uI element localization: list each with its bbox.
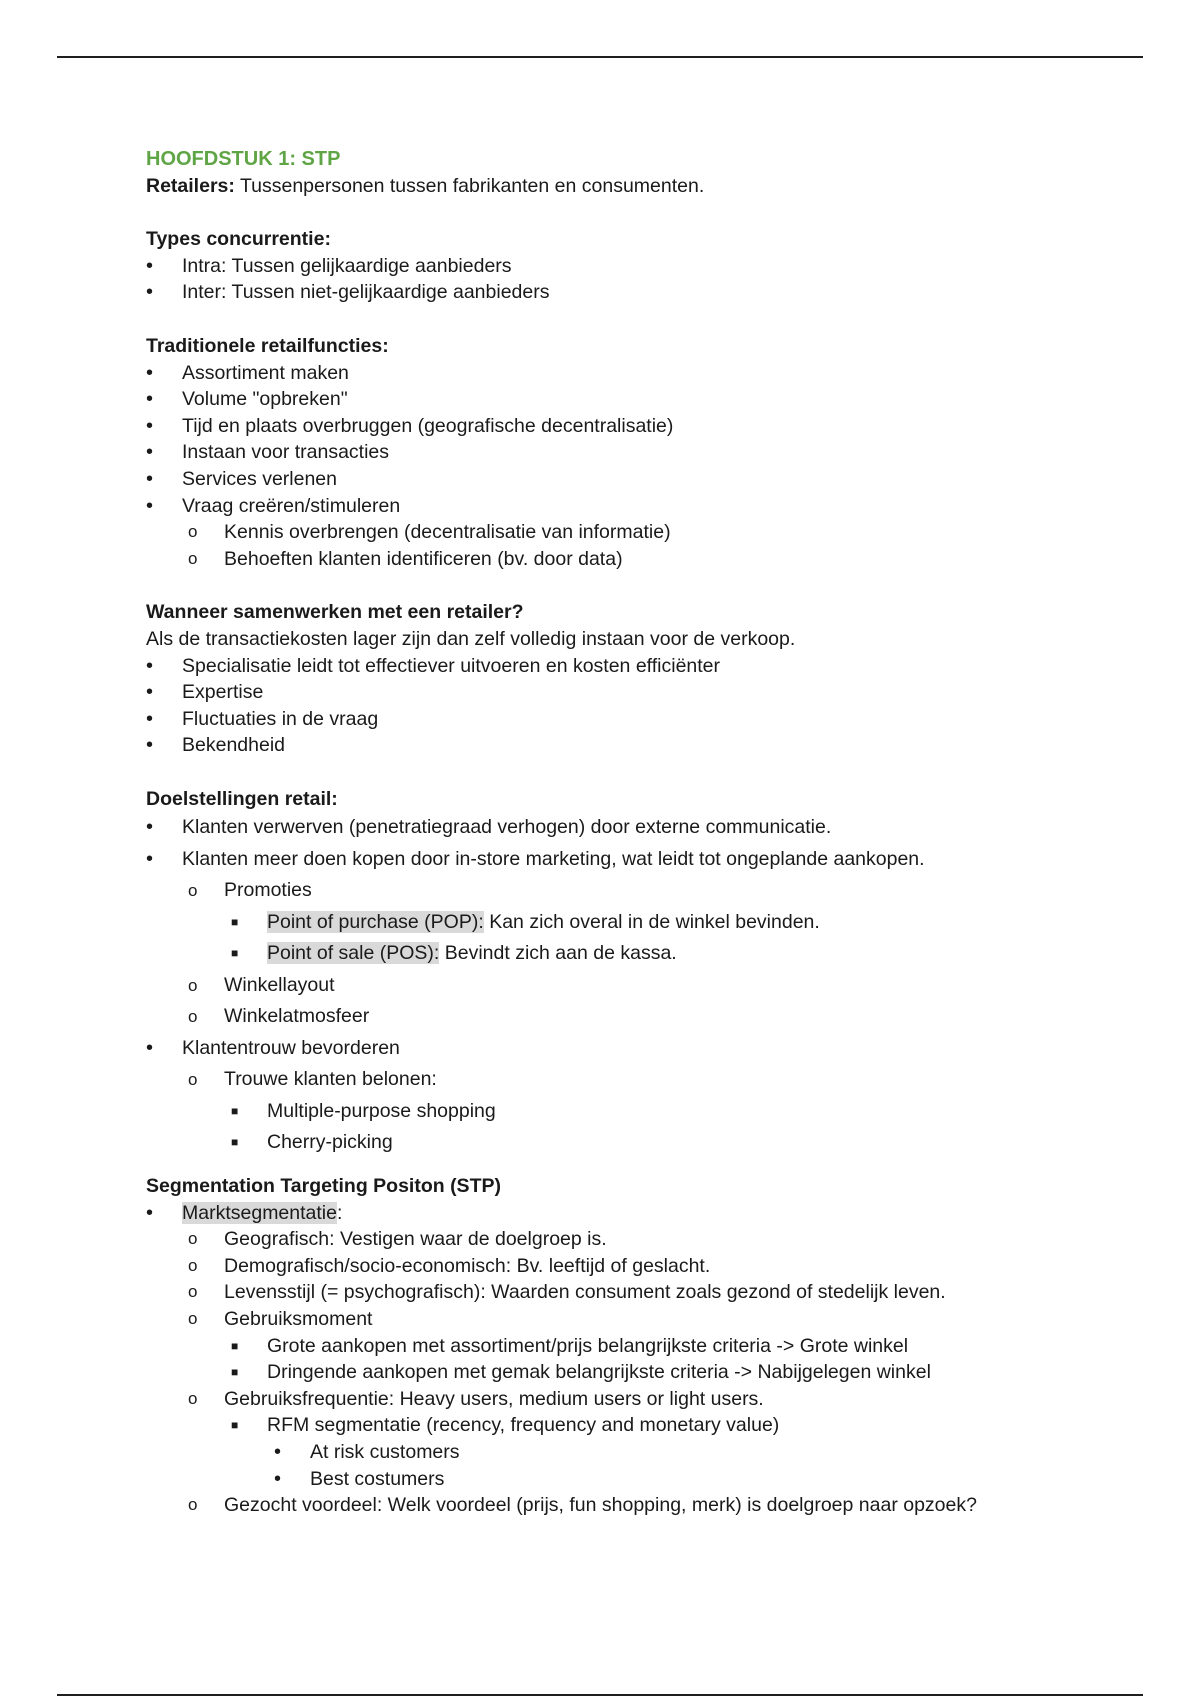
footer-rule [57, 1694, 1143, 1696]
sub-sub-list-item: ■ RFM segmentatie (recency, frequency and monetary value) [146, 1412, 1046, 1439]
sub-list-item: o Trouwe klanten belonen: [146, 1064, 1046, 1096]
list-item: • Volume "opbreken" [146, 386, 1046, 413]
level4-list-item: • Best costumers [146, 1466, 1046, 1493]
list-item: • Vraag creëren/stimuleren [146, 493, 1046, 520]
list-item: • Fluctuaties in de vraag [146, 706, 1046, 733]
bullet-icon: • [146, 816, 154, 839]
square-bullet-icon: ■ [231, 946, 239, 961]
list-item: • Services verlenen [146, 466, 1046, 493]
list-item: • Expertise [146, 679, 1046, 706]
bullet-icon: • [146, 361, 154, 384]
circle-bullet-icon: o [188, 1308, 198, 1328]
circle-bullet-icon: o [188, 1255, 198, 1275]
samenwerken-heading: Wanneer samenwerken met een retailer? [146, 601, 524, 624]
pos-highlight: Point of sale (POS): [267, 942, 440, 965]
sub-list-item: o Gezocht voordeel: Welk voordeel (prijs, fun shopping, merk) is doelgroep naar opzoek? [146, 1492, 1046, 1519]
sub-list-item: o Gebruiksmoment [146, 1306, 1046, 1333]
bullet-icon: • [146, 1201, 154, 1224]
retailers-label: Retailers: [146, 174, 235, 197]
list-item: • Klanten verwerven (penetratiegraad verhogen) door externe communicatie. [146, 812, 1046, 844]
list-item: • Inter: Tussen niet-gelijkaardige aanbieders [146, 279, 1046, 306]
bullet-icon: • [146, 654, 154, 677]
circle-bullet-icon: o [188, 1388, 198, 1408]
sub-sub-list-item: ■ Cherry-picking [146, 1127, 1046, 1159]
circle-bullet-icon: o [188, 522, 198, 542]
retailers-definition [146, 173, 1046, 200]
bullet-icon: • [146, 681, 154, 704]
sub-list-item: o Promoties [146, 875, 1046, 907]
bullet-icon: • [146, 707, 154, 730]
circle-bullet-icon: o [188, 1007, 198, 1027]
list-item: • Specialisatie leidt tot effectiever uitvoeren en kosten efficiënter [146, 653, 1046, 680]
pop-highlight: Point of purchase (POP): [267, 910, 484, 933]
sub-sub-list-item: ■ Dringende aankopen met gemak belangrijkste criteria -> Nabijgelegen winkel [146, 1359, 1046, 1386]
list-item: • Tijd en plaats overbruggen (geografische decentralisatie) [146, 413, 1046, 440]
circle-bullet-icon: o [188, 1070, 198, 1090]
list-item: • Assortiment maken [146, 360, 1046, 387]
square-bullet-icon: ■ [231, 1135, 239, 1150]
bullet-icon: • [274, 1440, 282, 1463]
sub-sub-list-item: ■ Point of sale (POS): Bevindt zich aan de kassa. [146, 938, 1046, 970]
circle-bullet-icon: o [188, 881, 198, 901]
list-item: • Bekendheid [146, 732, 1046, 759]
retailers-text: Tussenpersonen tussen fabrikanten en consumenten. [234, 174, 705, 197]
samenwerken-intro: Als de transactiekosten lager zijn dan zelf volledig instaan voor de verkoop. [146, 627, 796, 650]
circle-bullet-icon: o [188, 548, 198, 568]
marktsegmentatie-highlight: Marktsegmentatie [182, 1201, 337, 1224]
sub-list-item: o Gebruiksfrequentie: Heavy users, medium users or light users. [146, 1386, 1046, 1413]
square-bullet-icon: ■ [231, 1103, 239, 1118]
doelstellingen-heading: Doelstellingen retail: [146, 787, 338, 810]
sub-list-item: o Behoeften klanten identificeren (bv. door data) [146, 546, 1046, 573]
bullet-icon: • [146, 467, 154, 490]
bullet-icon: • [274, 1467, 282, 1490]
header-rule [57, 56, 1143, 58]
bullet-icon: • [146, 734, 154, 757]
sub-list-item: o Kennis overbrengen (decentralisatie van informatie) [146, 519, 1046, 546]
square-bullet-icon: ■ [231, 1338, 239, 1353]
list-item: • Klantentrouw bevorderen [146, 1033, 1046, 1065]
square-bullet-icon: ■ [231, 1418, 239, 1433]
sub-sub-list-item: ■ Multiple-purpose shopping [146, 1096, 1046, 1128]
sub-sub-list-item: ■ Point of purchase (POP): Kan zich overal in de winkel bevinden. [146, 907, 1046, 939]
circle-bullet-icon: o [188, 975, 198, 995]
sub-list-item: o Demografisch/socio-economisch: Bv. leeftijd of geslacht. [146, 1253, 1046, 1280]
sub-list-item: o Winkellayout [146, 970, 1046, 1002]
bullet-icon: • [146, 847, 154, 870]
bullet-icon: • [146, 441, 154, 464]
square-bullet-icon: ■ [231, 914, 239, 929]
circle-bullet-icon: o [188, 1229, 198, 1249]
circle-bullet-icon: o [188, 1282, 198, 1302]
list-item: • Intra: Tussen gelijkaardige aanbieders [146, 253, 1046, 280]
bullet-icon: • [146, 254, 154, 277]
sub-list-item: o Levensstijl (= psychografisch): Waarden consument zoals gezond of stedelijk leven. [146, 1279, 1046, 1306]
bullet-icon: • [146, 1036, 154, 1059]
bullet-icon: • [146, 414, 154, 437]
sub-list-item: o Winkelatmosfeer [146, 1001, 1046, 1033]
bullet-icon: • [146, 388, 154, 411]
bullet-icon: • [146, 494, 154, 517]
circle-bullet-icon: o [188, 1495, 198, 1515]
stp-heading: Segmentation Targeting Positon (STP) [146, 1174, 501, 1197]
sub-sub-list-item: ■ Grote aankopen met assortiment/prijs belangrijkste criteria -> Grote winkel [146, 1333, 1046, 1360]
bullet-icon: • [146, 281, 154, 304]
document-body [146, 146, 1046, 1519]
retailfuncties-heading: Traditionele retailfuncties: [146, 334, 389, 357]
types-concurrentie-heading: Types concurrentie: [146, 228, 331, 251]
level4-list-item: • At risk customers [146, 1439, 1046, 1466]
list-item: • Marktsegmentatie: [146, 1200, 1046, 1227]
list-item: • Instaan voor transacties [146, 439, 1046, 466]
chapter-title: HOOFDSTUK 1: STP [146, 148, 341, 170]
sub-list-item: o Geografisch: Vestigen waar de doelgroep is. [146, 1226, 1046, 1253]
square-bullet-icon: ■ [231, 1365, 239, 1380]
list-item: • Klanten meer doen kopen door in-store marketing, wat leidt tot ongeplande aankopen. [146, 844, 1046, 876]
